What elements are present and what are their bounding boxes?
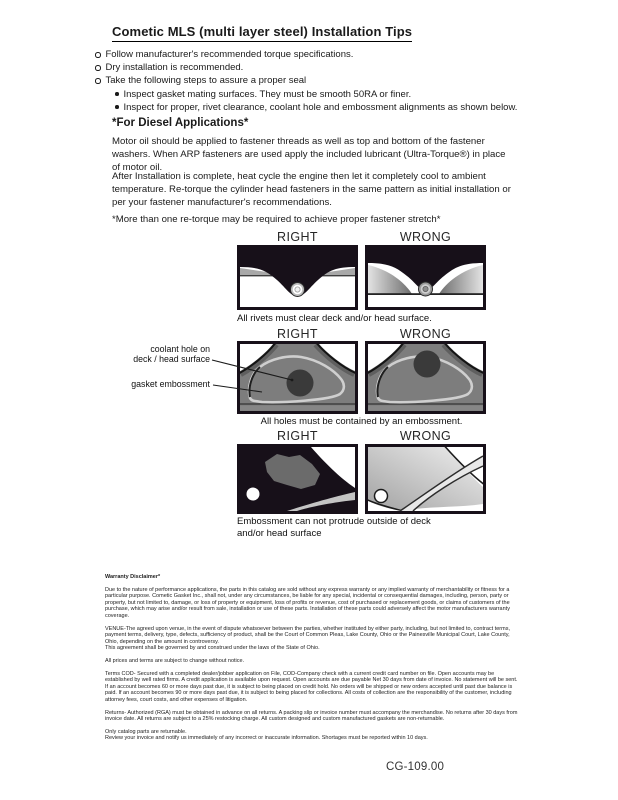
- right-label: RIGHT: [277, 230, 318, 244]
- list-item: [115, 88, 535, 101]
- right-label: RIGHT: [277, 429, 318, 443]
- rivet-caption: All rivets must clear deck and/or head surface.: [237, 313, 432, 324]
- disclaimer-paragraph: Terms COD- Secured with a completed dealer/jobber application on File, COD-Company check with a current credit card number on file. Open accounts may be established by well rated firms. A credit application is available upon request. Open accounts are due payable Net 30 days from date of invoice. No statement will be sent. If an account becomes 60 or more days past due, it is subject to being placed on credit hold. No orders will be shipped or new orders accepted until past due balance is paid. If an account becomes 90 or more days past due, it is subject to being placed for collections. All costs of collection are the responsibility of the customer, including attorney fees, court costs, and other expenses of litigation.: [105, 670, 518, 703]
- page-code: CG-109.00: [386, 761, 445, 773]
- holes-caption: All holes must be contained by an embossment.: [260, 416, 463, 427]
- embossment-protrusion-right-diagram: [237, 444, 358, 514]
- circle-bullet-icon: [95, 65, 101, 71]
- installation-tips-list: [95, 48, 535, 114]
- page-title: Cometic MLS (multi layer steel) Installation Tips: [112, 24, 412, 42]
- dot-bullet-icon: [115, 92, 119, 96]
- tip-text: Take the following steps to assure a proper seal: [105, 75, 307, 87]
- wrong-label: WRONG: [399, 327, 452, 341]
- diesel-paragraph: After Installation is complete, heat cycle the engine then let it completely cool to ambient temperature. Re-torque the cylinder head fasteners in the same pattern as initial installation or per your fastener manufacturer's recommendations.: [112, 171, 511, 208]
- list-item: [95, 74, 535, 87]
- rivet-clearance-right-diagram: [237, 245, 358, 310]
- circle-bullet-icon: [95, 52, 101, 58]
- disclaimer-paragraph: All prices and terms are subject to change without notice.: [105, 657, 245, 664]
- disclaimer-paragraph: VENUE-The agreed upon venue, in the event of dispute whatsoever between the parties, whether instituted by either party, including, but not limited to, contract terms, payment terms, delivery, type, defects, sufficiency of product, shall be the Court of Common Pleas, Lake County, Ohio or the Painesville Municipal Court, Lake County, Ohio, depending on the amount in controversy.: [105, 625, 510, 645]
- disclaimer-paragraph: Review your invoice and notify us immediately of any incorrect or inaccurate information. Shortages must be reported within 10 days.: [105, 735, 428, 742]
- list-item: [95, 61, 535, 74]
- disclaimer-paragraph: Returns- Authorized (RGA) must be obtained in advance on all returns. A packing slip or invoice number must accompany the merchandise. No returns after 30 days from invoice date. All returns are subject to a 25% restocking charge. All custom designed and custom manufactured gaskets are non-returnable.: [105, 709, 518, 723]
- rivet-clearance-wrong-diagram: [365, 245, 486, 310]
- wrong-label: WRONG: [399, 429, 452, 443]
- diesel-paragraph: Motor oil should be applied to fastener threads as well as top and bottom of the fastener washers. When ARP fasteners are used apply the included lubricant (Ultra-Torque®) in place of motor oil.: [112, 136, 506, 173]
- disclaimer-heading: Warranty Disclaimer*: [105, 574, 161, 580]
- tip-text: Inspect gasket mating surfaces. They must be smooth 50RA or finer.: [123, 88, 412, 100]
- wrong-label: WRONG: [399, 230, 452, 244]
- list-item: [115, 101, 535, 114]
- tip-text: Follow manufacturer's recommended torque specifications.: [105, 49, 354, 60]
- disclaimer-paragraph: Due to the nature of performance applications, the parts in this catalog are sold without any express warranty or any implied warranty of merchantability or fitness for a particular purpose. Cometic Gasket Inc., shall not, under any circumstances, be liable for any special, incidental or consequential damages, including, person, party or property, but not limited to, damage, or loss of property or equipment, loss of profits or revenue, cost of purchased or replacement goods, or claims of customers of the purchase, which may arise and/or result from sale, installation or use of these parts. Installation of these parts could adversely affect the motor manufacturers warranty coverage.: [105, 586, 510, 619]
- warranty-disclaimer: [105, 574, 519, 748]
- right-label: RIGHT: [277, 327, 318, 341]
- tip-text: Inspect for proper, rivet clearance, coolant hole and embossment alignments as shown below.: [123, 101, 518, 113]
- disclaimer-paragraph: Only catalog parts are returnable.: [105, 728, 187, 735]
- embossment-protrusion-wrong-diagram: [365, 444, 486, 514]
- circle-bullet-icon: [95, 78, 101, 84]
- coolant-hole-annotation: coolant hole on deck / head surface: [133, 344, 210, 364]
- retorque-note: *More than one re-torque may be required to achieve proper fastener stretch*: [112, 214, 441, 225]
- embossment-containment-wrong-diagram: [365, 341, 486, 414]
- gasket-embossment-annotation: gasket embossment: [131, 379, 210, 389]
- disclaimer-paragraph: This agreement shall be governed by and construed under the laws of the State of Ohio.: [105, 645, 320, 652]
- protrusion-caption: Embossment can not protrude outside of deck and/or head surface: [237, 516, 431, 539]
- tip-text: Dry installation is recommended.: [105, 62, 244, 74]
- dot-bullet-icon: [115, 105, 119, 109]
- list-item: [95, 48, 535, 61]
- diesel-section-heading: *For Diesel Applications*: [112, 117, 249, 129]
- embossment-containment-right-diagram: [237, 341, 358, 414]
